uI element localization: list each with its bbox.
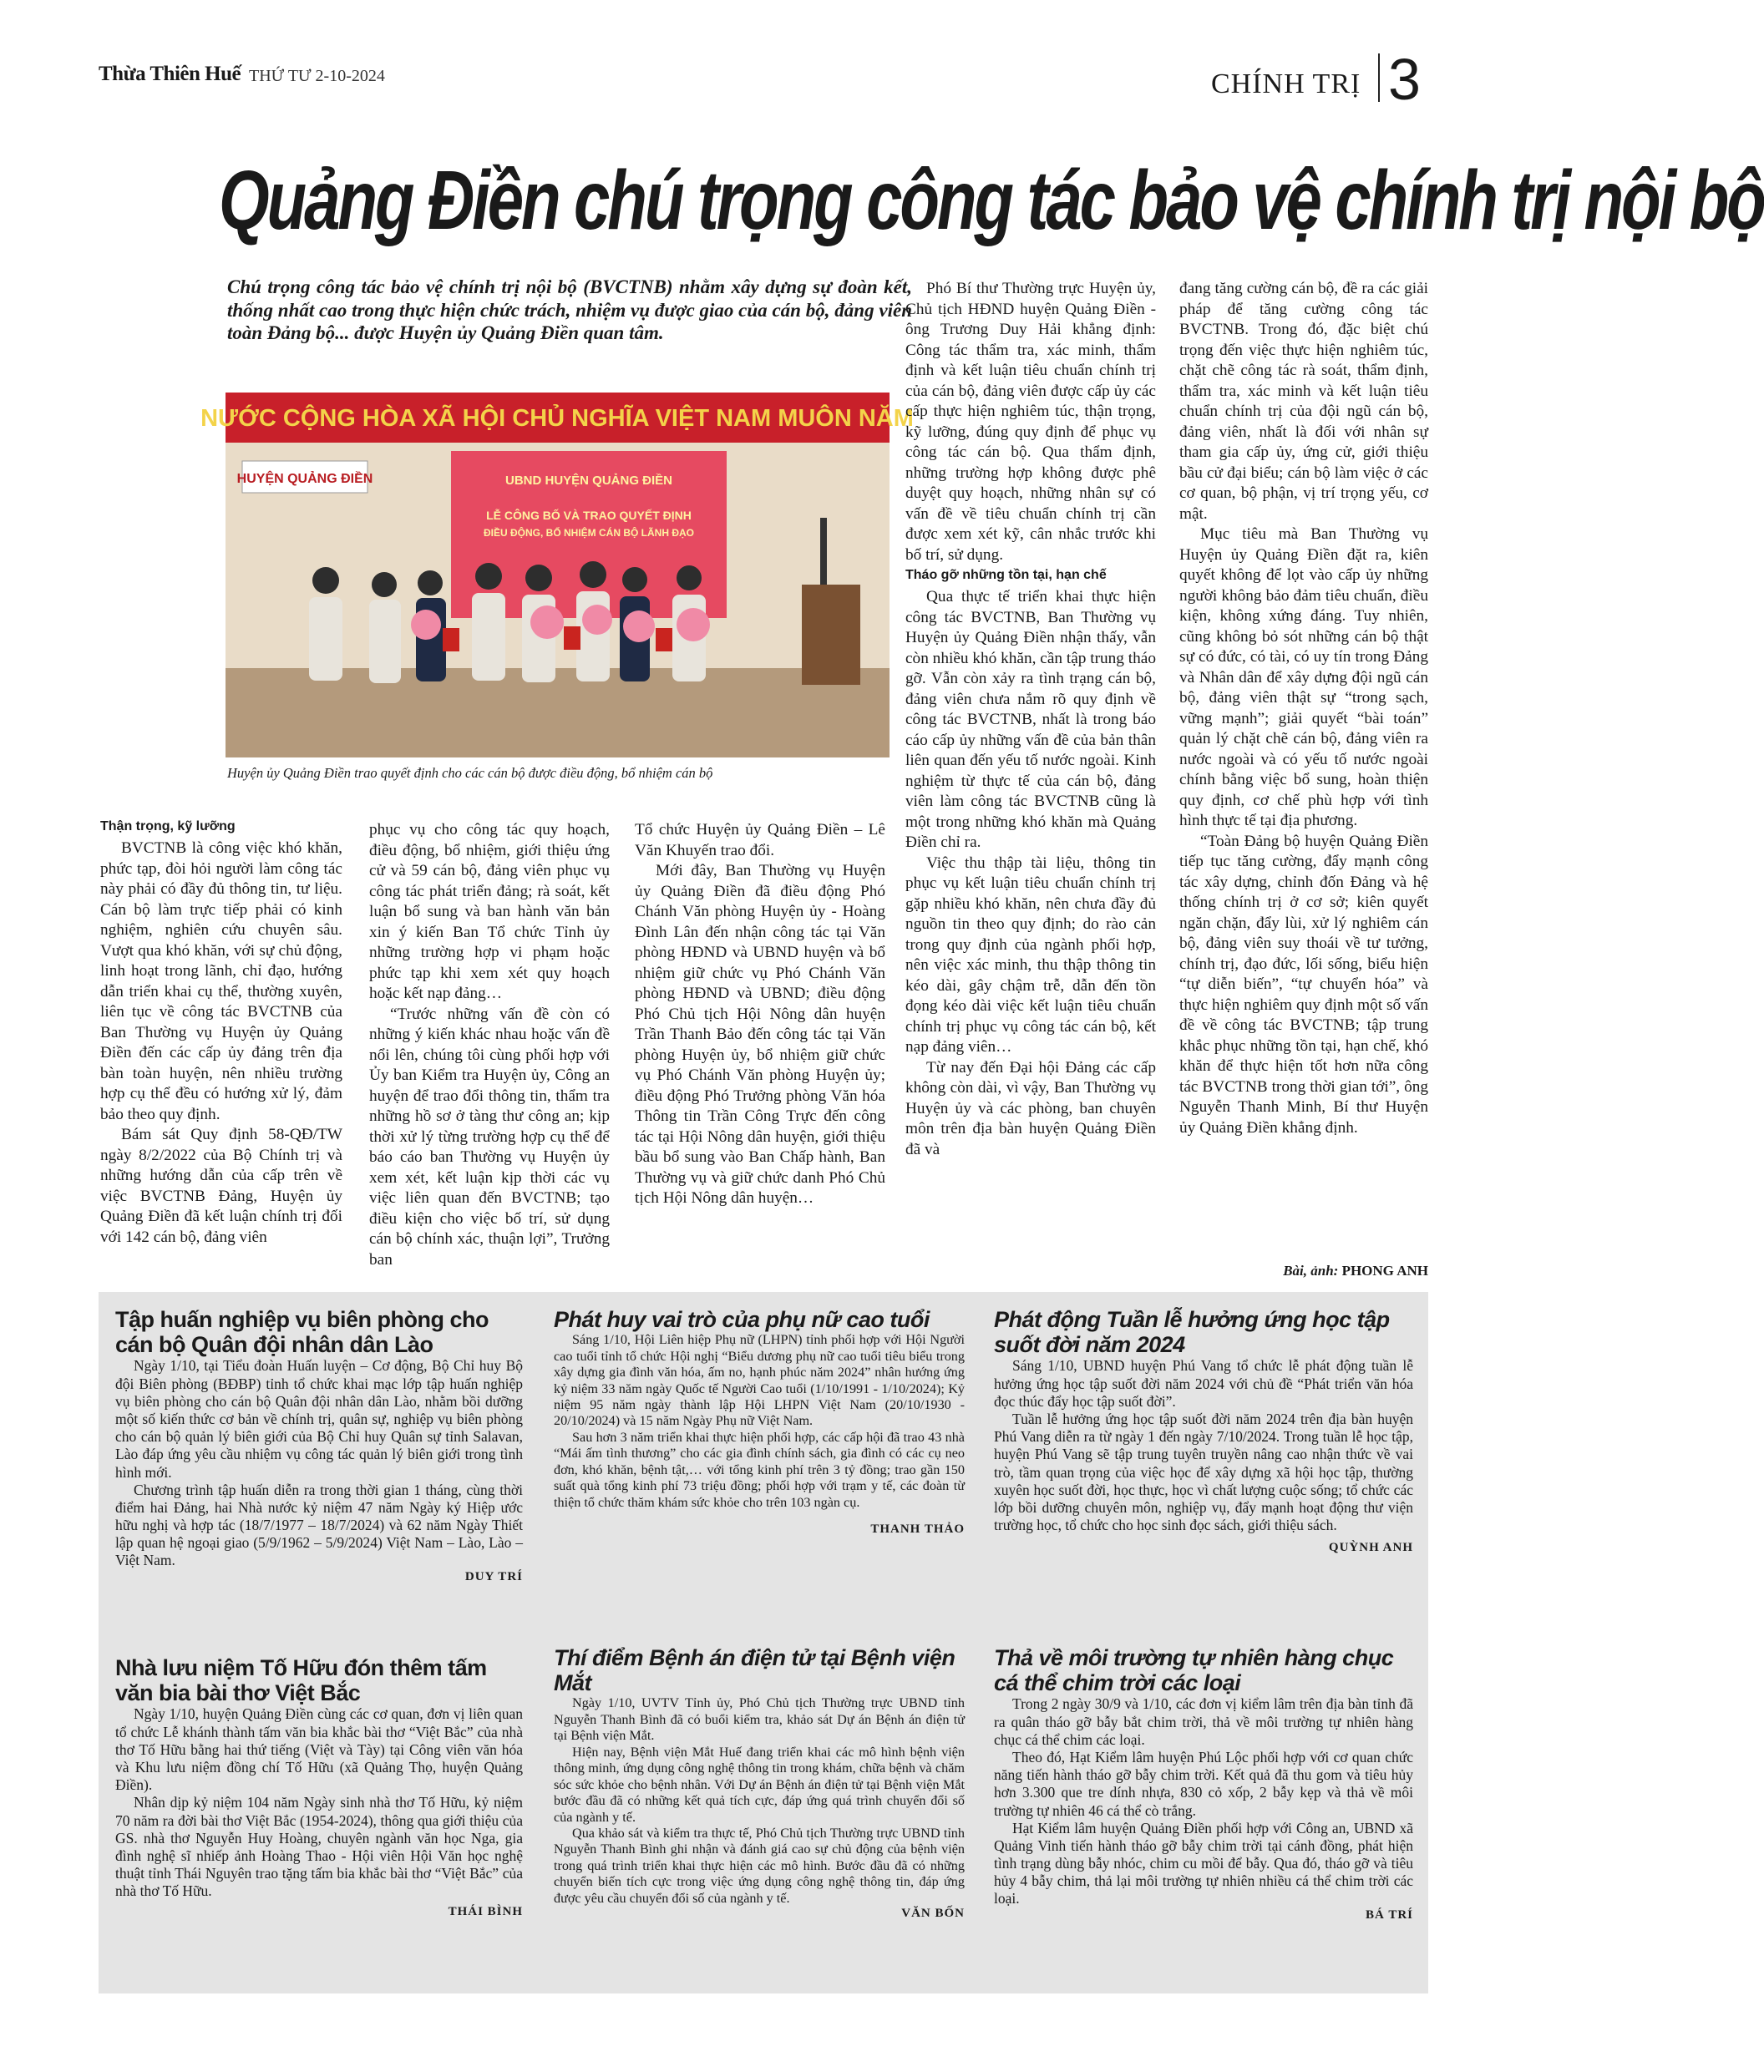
photo-backdrop-line3: ĐIỀU ĐỘNG, BỔ NHIỆM CÁN BỘ LÃNH ĐẠO: [484, 527, 694, 539]
brief-5: [994, 1307, 1413, 1555]
photo-backdrop-line1: UBND HUYỆN QUẢNG ĐIỀN: [504, 474, 673, 488]
paragraph: đang tăng cường cán bộ, đề ra các giải pháp để tăng cường công tác BVCTNB. Trong đó, đặc biệt chú trọng đến việc thực hiện nghiêm túc, chặt chẽ công tác rà soát, thẩm định, thẩm tra, xác minh và kết luận tiêu chuẩn chính trị của đội ngũ cán bộ, đảng viên, nhất là đối với nhân sự tham gia cấp ủy, ứng cử, giới thiệu bầu cử đại biểu; cán bộ làm việc ở các cơ quan, bộ phận, vị trí trọng yếu, cơ mật.: [1179, 280, 1428, 523]
paragraph: “Trước những vấn đề còn có những ý kiến khác nhau hoặc vấn đề nổi lên, chúng tôi cùng phối hợp với Ủy ban Kiểm tra Huyện ủy, Công an huyện để trao đổi thông tin, thẩm tra những hồ sơ ở tàng thư công an; kịp thời xử lý từng trường hợp cụ thể để báo cáo ban Thường vụ Huyện ủy xem xét, kết luận kịp thời các vụ việc liên quan đến BVCTNB; tạo điều kiện cho việc bố trí, sử dụng cán bộ chính xác, thuận lợi”, Trưởng ban: [369, 1005, 610, 1269]
brief-title: Nhà lưu niệm Tố Hữu đón thêm tấm văn bia bài thơ Việt Bắc: [115, 1655, 487, 1706]
brief-author: THÁI BÌNH: [448, 1905, 523, 1919]
newspaper-brand: Thừa Thiên Huế: [99, 63, 241, 85]
brief-4: [554, 1645, 965, 1921]
paragraph: Hạt Kiểm lâm huyện Quảng Điền phối hợp với Công an, UBND xã Quảng Vinh tiến hành tháo gỡ bẫy chim trời tại cánh đồng, phát hiện tình trạng dùng bẫy nhóc, chim cu mồi để bẫy. Qua đó, tháo gỡ và tiêu hủy 4 bẫy chim, thả lại môi trường tự nhiên nhiều cá thể chim trời các loại.: [994, 1819, 1413, 1907]
paragraph: Từ nay đến Đại hội Đảng các cấp không còn dài, vì vậy, Ban Thường vụ Huyện ủy và các phòng, ban chuyên môn trên địa bàn huyện Quảng Điền đã và: [905, 1058, 1156, 1158]
brief-body: [994, 1357, 1413, 1534]
brief-title: Thả về môi trường tự nhiên hàng chục cá thể chim trời các loại: [994, 1645, 1394, 1696]
article-photo: [200, 393, 914, 757]
article-column-1: [100, 817, 342, 1248]
byline-label: Bài, ảnh:: [1283, 1263, 1342, 1279]
subheading-2: Tháo gỡ những tồn tại, hạn chế: [905, 568, 1107, 582]
paragraph: Hiện nay, Bệnh viện Mắt Huế đang triển khai các mô hình bệnh viện thông minh, ứng dụng công nghệ thông tin trong khám, chữa bệnh và chăm sóc sức khỏe cho bệnh nhân. Với Dự án Bệnh án điện tử tại Bệnh viện Mắt bước đầu đã có những kết quả tích cực, đáp ứng quá trình chuyển đổi số của ngành y tế.: [554, 1744, 965, 1825]
brief-2: [115, 1655, 523, 1919]
article-column-5: [1179, 279, 1428, 1138]
brief-title: Phát động Tuần lễ hưởng ứng học tập suốt đời năm 2024: [994, 1307, 1390, 1358]
brief-body: [554, 1332, 965, 1511]
brief-author: QUỲNH ANH: [1328, 1541, 1413, 1555]
article-headline: Quảng Điền chú trọng công tác bảo vệ chính trị nội bộ: [219, 154, 1764, 247]
paragraph: Việc thu thập tài liệu, thông tin phục vụ kết luận tiêu chuẩn chính trị gặp nhiều khó khăn, nên chưa đầy đủ nguồn tin theo quy định; do rào cản trong quy định của ngành phối hợp, nên việc xác minh, thu thập thông tin kéo dài, gây chậm trễ, dẫn đến tồn đọng kéo dài việc kết luận tiêu chuẩn chính trị phục vụ công tác cán bộ, kết nạp đảng viên…: [905, 854, 1156, 1056]
byline-author: PHONG ANH: [1341, 1263, 1428, 1279]
photo-caption: Huyện ủy Quảng Điền trao quyết định cho các cán bộ được điều động, bổ nhiệm cán bộ: [227, 765, 713, 781]
paragraph: Phó Bí thư Thường trực Huyện ủy, Chủ tịch HĐND huyện Quảng Điền - ông Trương Duy Hải khẳng định: Công tác thẩm tra, xác minh, thẩm định và kết luận tiêu chuẩn chính trị của cán bộ, đảng viên được cấp ủy các cấp thực hiện nghiêm túc, thận trọng, kỹ lưỡng, đúng quy định để phục vụ công tác cán bộ. Qua thẩm định, những trường hợp không được phê duyệt quy hoạch, những nhân sự có vấn đề về tiêu chuẩn chính trị cần được xem xét kỹ, cân nhắc trước khi bố trí, sử dụng.: [905, 280, 1156, 564]
brief-6: [994, 1645, 1413, 1923]
section-name: CHÍNH TRỊ: [1211, 68, 1361, 99]
paragraph: Sau hơn 3 năm triển khai thực hiện phối hợp, các cấp hội đã trao 43 nhà “Mái ấm tình thương” cho các gia đình chính sách, gia đình có các cụ neo đơn, khó khăn, bệnh tật,… với tổng kinh phí trên 3 tỷ đồng; trao gần 150 suất quà tổng kinh phí 73 triệu đồng; phối hợp với trạm y tế, các đoàn từ thiện tổ chức thăm khám sức khỏe cho trên 103 ngàn cụ.: [554, 1429, 965, 1510]
photo-banner-text: NƯỚC CỘNG HÒA XÃ HỘI CHỦ NGHĨA VIỆT NAM MUÔN NĂM: [200, 405, 914, 432]
paragraph: Chương trình tập huấn diễn ra trong thời gian 1 tháng, cùng thời điểm hai Đảng, hai Nhà nước kỷ niệm 47 năm Ngày ký Hiệp ước hữu nghị và hợp tác (18/7/1977 – 18/7/2024) và 62 năm Ngày Thiết lập quan hệ ngoại giao (5/9/1962 – 5/9/2024) Việt Nam – Lào, Lào – Việt Nam.: [115, 1481, 523, 1569]
paragraph: Mục tiêu mà Ban Thường vụ Huyện ủy Quảng Điền đặt ra, kiên quyết không để lọt vào cấp ủy những người không bảo đảm tiêu chuẩn, điều kiện, không xứng đáng. Tuy nhiên, cũng không bỏ sót những cán bộ thật sự có đức, có tài, có uy tín trong Đảng và Nhân dân để xây dựng đội ngũ cán bộ, đảng viên thật sự “trong sạch, vững mạnh”; giải quyết “bài toán” quản lý chặt chẽ cán bộ, đảng viên ra nước ngoài và có yếu tố nước ngoài chính bằng việc bổ sung, hoàn thiện quy định, cơ chế phù hợp với tình hình thực tế tại địa phương.: [1179, 525, 1428, 829]
brief-title: Tập huấn nghiệp vụ biên phòng cho cán bộ Quân đội nhân dân Lào: [115, 1307, 489, 1358]
photo-sign-text: HUYỆN QUẢNG ĐIỀN: [236, 472, 373, 486]
brief-author: VĂN BỐN: [901, 1907, 965, 1921]
brief-title: Thí điểm Bệnh án điện tử tại Bệnh viện Mắt: [554, 1645, 956, 1696]
brief-author: THANH THẢO: [870, 1522, 965, 1537]
article-column-2: [369, 820, 610, 1270]
paragraph: “Toàn Đảng bộ huyện Quảng Điền tiếp tục tăng cường, đẩy mạnh công tác xây dựng, chỉnh đốn Đảng và hệ thống chính trị ở cơ sở; kiên quyết ngăn chặn, đẩy lùi, xử lý nghiêm cán bộ, đảng viên suy thoái về tư tưởng, chính trị, đạo đức, lối sống, biểu hiện “tự diễn biến”, “tự chuyển hóa” và thực hiện nghiêm quy định một số vấn đề về công tác BVCTNB; tập trung khắc phục những tồn tại, hạn chế, khó khăn để thực hiện tốt hơn nữa công tác BVCTNB trong thời gian tới”, ông Nguyễn Thanh Minh, Bí thư Huyện ủy Quảng Điền khẳng định.: [1179, 832, 1428, 1137]
paragraph: Ngày 1/10, huyện Quảng Điền cùng các cơ quan, đơn vị liên quan tổ chức Lễ khánh thành tấm văn bia khắc bài thơ “Việt Bắc” của nhà thơ Tố Hữu bằng hai thứ tiếng (Việt và Tày) tại Công viên văn hóa và Khu lưu niệm đồng chí Tố Hữu (xã Quảng Thọ, huyện Quảng Điền).: [115, 1705, 523, 1794]
brief-body: [994, 1695, 1413, 1907]
paragraph: BVCTNB là công việc khó khăn, phức tạp, đòi hỏi người làm công tác này phải có đầy đủ thông tin, tư liệu. Cán bộ làm trực tiếp phải có kinh nghiệm, nghiên cứu chuyên sâu. Vượt qua khó khăn, với sự chủ động, linh hoạt trong lãnh, chỉ đạo, hướng dẫn triển khai cụ thể, thường xuyên, liên tục về công tác BVCTNB của Ban Thường vụ Huyện ủy Quảng Điền đến các cấp ủy đảng trên địa bàn toàn huyện, nên nhiều trường hợp cụ thể đều có hướng xử lý, đảm bảo theo quy định.: [100, 839, 342, 1123]
brief-body: [115, 1357, 523, 1569]
paragraph: Tổ chức Huyện ủy Quảng Điền – Lê Văn Khuyến trao đổi.: [635, 821, 885, 859]
article-column-4: [905, 279, 1156, 1160]
paragraph: Nhân dịp kỷ niệm 104 năm Ngày sinh nhà thơ Tố Hữu, kỷ niệm 70 năm ra đời bài thơ Việt Bắc (1954-2024), thông qua giới thiệu của GS. nhà thơ Nguyễn Huy Hoàng, chuyên ngành văn học Nga, gia đình nghệ sĩ nhiếp ảnh Hoàng Thao - Hội viên Hội Văn học nghệ thuật tỉnh Thái Nguyên trao tặng tấm bia khắc bài thơ “Việt Bắc” của nhà thơ Tố Hữu.: [115, 1794, 523, 1900]
brief-body: [115, 1705, 523, 1900]
article-column-3: [635, 820, 885, 1209]
paragraph: Mới đây, Ban Thường vụ Huyện ủy Quảng Điền đã điều động Phó Chánh Văn phòng Huyện ủy - Hoàng Đình Lân đến nhận công tác tại Văn phòng HĐND và UBND huyện và bổ nhiệm giữ chức vụ Phó Chánh Văn phòng HĐND và UBND; điều động Phó Chủ tịch Hội Nông dân huyện Trần Thanh Bảo đến công tác tại Văn phòng Huyện ủy, bổ nhiệm giữ chức vụ Phó Chánh Văn phòng Huyện ủy; điều động Phó Trưởng phòng Văn hóa Thông tin Trần Công Trực đến công tác tại Hội Nông dân huyện, giới thiệu bầu bổ sung vào Ban Chấp hành, Ban Thường vụ và giữ chức danh Phó Chủ tịch Hội Nông dân huyện…: [635, 862, 885, 1207]
subheading-1: Thận trọng, kỹ lưỡng: [100, 819, 236, 833]
paragraph: Qua thực tế triển khai thực hiện công tác BVCTNB, Ban Thường vụ Huyện ủy Quảng Điền nhận thấy, vẫn còn nhiều khó khăn, cần tập trung tháo gỡ. Vẫn còn xảy ra tình trạng cán bộ, đảng viên chưa nắm rõ quy định về công tác BVCTNB, nhất là trong báo cáo cấp ủy những vấn đề của bản thân liên quan đến yếu tố nước ngoài. Kinh nghiệm từ thực tế của cán bộ, đảng viên làm công tác BVCTNB cũng là một trong những khó khăn mà Quảng Điền chỉ ra.: [905, 588, 1156, 852]
paragraph: Sáng 1/10, Hội Liên hiệp Phụ nữ (LHPN) tỉnh phối hợp với Hội Người cao tuổi tỉnh tổ chức Hội nghị “Biểu dương phụ nữ cao tuổi tiêu biểu trong xây dựng gia đình văn hóa, ấm no, hạnh phúc năm 2024” nhân hướng ứng kỷ niệm 33 năm ngày Quốc tế Người Cao tuổi (1/10/1991 - 1/10/2024); Kỷ niệm 95 năm ngày thành lập Hội LHPN Việt Nam (20/10/1930 - 20/10/2024) và 15 năm Ngày Phụ nữ Việt Nam.: [554, 1332, 965, 1429]
issue-date: THỨ TƯ 2-10-2024: [249, 67, 385, 85]
brief-author: DUY TRÍ: [464, 1569, 523, 1583]
paragraph: Qua khảo sát và kiểm tra thực tế, Phó Chủ tịch Thường trực UBND tỉnh Nguyễn Thanh Bình ghi nhận và đánh giá cao sự chủ động của bệnh viện trong quá trình triển khai thực hiện các mô hình. Bước đầu đã có những chuyển biến tích cực trong việc ứng dụng công nghệ thông tin, đáp ứng được yêu cầu chuyển đổi số của ngành y tế.: [554, 1825, 965, 1906]
paragraph: Theo đó, Hạt Kiểm lâm huyện Phú Lộc phối hợp với cơ quan chức năng tiến hành tháo gỡ bẫy chim trời. Kết quả đã thu gom và tiêu hủy hơn 3.300 que tre dính nhựa, 830 cỏ xốp, 2 bẫy kẹp và thả về môi trường tự nhiên 46 cá thể cò trắng.: [994, 1748, 1413, 1819]
brief-title: Phát huy vai trò của phụ nữ cao tuổi: [554, 1307, 930, 1332]
article-lead: Chú trọng công tác bảo vệ chính trị nội bộ (BVCTNB) nhằm xây dựng sự đoàn kết, thống nhất cao trong thực hiện chức trách, nhiệm vụ được giao của cán bộ, đảng viên toàn Đảng bộ... được Huyện ủy Quảng Điền quan tâm.: [227, 276, 912, 344]
photo-backdrop-line2: LỄ CÔNG BỐ VÀ TRAO QUYẾT ĐỊNH: [486, 509, 692, 522]
paragraph: Trong 2 ngày 30/9 và 1/10, các đơn vị kiểm lâm trên địa bàn tỉnh đã ra quân tháo gỡ bẫy bắt chim trời, thả về môi trường tự nhiên hàng chục cá thể chim các loại.: [994, 1695, 1413, 1748]
brief-body: [554, 1695, 965, 1907]
brief-3: [554, 1307, 965, 1537]
brief-author: BÁ TRÍ: [1366, 1907, 1413, 1922]
ceremony-photo: [200, 393, 914, 757]
paragraph: Ngày 1/10, UVTV Tỉnh ủy, Phó Chủ tịch Thường trực UBND tỉnh Nguyễn Thanh Bình đã có buổi kiểm tra, khảo sát Dự án Bệnh án điện tử tại Bệnh viện Mắt.: [554, 1695, 965, 1744]
paragraph: Ngày 1/10, tại Tiểu đoàn Huấn luyện – Cơ động, Bộ Chỉ huy Bộ đội Biên phòng (BĐBP) tỉnh tổ chức khai mạc lớp tập huấn nghiệp vụ biên phòng cho cán bộ Quân đội nhân dân Lào, nhằm bồi dưỡng một số kiến thức cơ bản về chính trị, quân sự, nghiệp vụ biên phòng cho cán bộ quản lý biên giới của Bộ Chỉ huy Quân sự tỉnh Salavan, Lào đáp ứng yêu cầu nhiệm vụ công tác quản lý biên giới trong tình hình mới.: [115, 1357, 523, 1481]
paragraph: Sáng 1/10, UBND huyện Phú Vang tổ chức lễ phát động tuần lễ hưởng ứng học tập suốt đời năm 2024 với chủ đề “Phát triển văn hóa đọc thúc đẩy học tập suốt đời”.: [994, 1357, 1413, 1410]
header-divider: [1378, 53, 1380, 102]
brief-1: [115, 1307, 523, 1584]
paragraph: Tuần lễ hưởng ứng học tập suốt đời năm 2024 trên địa bàn huyện Phú Vang diễn ra từ ngày 1 đến ngày 7/10/2024. Trong tuần lễ học tập, huyện Phú Vang sẽ tập trung tuyên truyền nâng cao nhận thức về vai trò, tầm quan trọng của việc học để xây dựng xã hội học tập, thường xuyên học suốt đời, học thực, học vì chất lượng cuộc sống; tổ chức các lớp bồi dưỡng chuyên môn, nghiệp vụ, đẩy mạnh hoạt động thư viện trường học, tổ chức cho học sinh đọc sách, giới thiệu sách.: [994, 1410, 1413, 1534]
paragraph: phục vụ cho công tác quy hoạch, điều động, bổ nhiệm, giới thiệu ứng cử và 59 cán bộ, đảng viên phục vụ công tác phát triển đảng; rà soát, kết luận bổ sung và ban hành văn bản xin ý kiến Ban Tổ chức Tỉnh ủy những trường hợp vi phạm hoặc phức tạp khi xem xét quy hoạch hoặc kết nạp đảng…: [369, 821, 610, 1002]
article-byline: [1179, 1263, 1428, 1279]
paragraph: Bám sát Quy định 58-QĐ/TW ngày 8/2/2022 của Bộ Chính trị và những hướng dẫn của cấp trên về việc BVCTNB Đảng, Huyện ủy Quảng Điền đã kết luận chính trị đối với 142 cán bộ, đảng viên: [100, 1126, 342, 1246]
page-number: 3: [1388, 47, 1421, 112]
